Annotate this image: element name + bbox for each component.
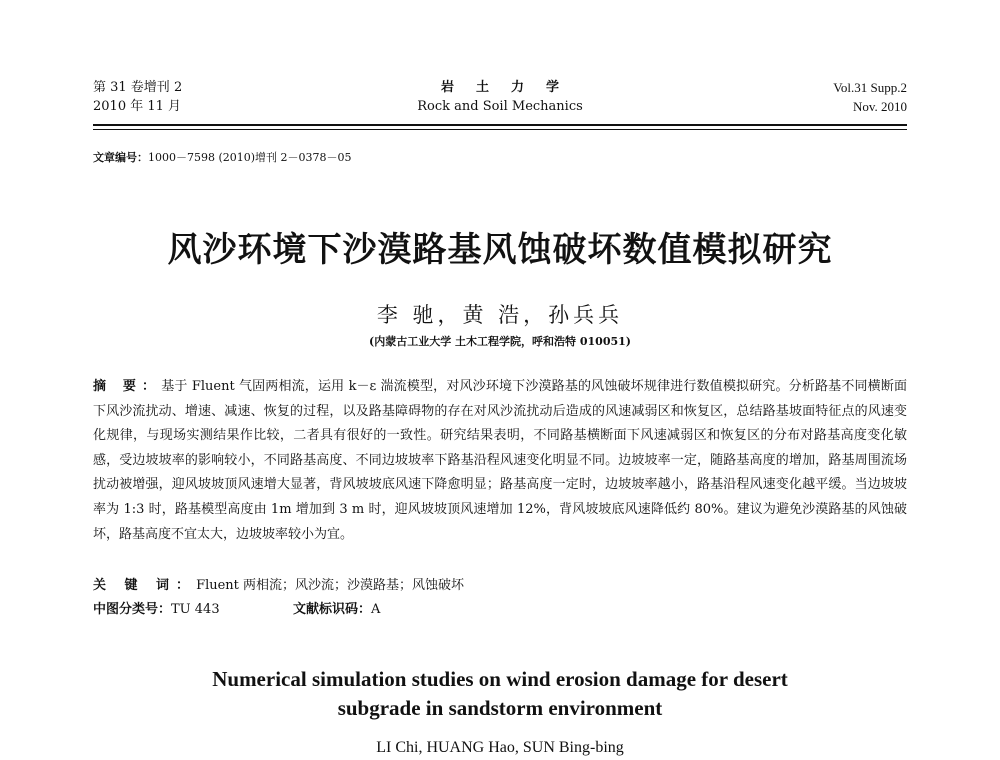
article-number-value: 1000－7598 (2010)增刊 2－0378－05 [148,151,352,164]
paper-title-en-line2: subgrade in sandstorm environment [337,696,663,720]
article-number-label: 文章编号： [93,151,148,164]
running-header [93,78,907,120]
doc-code-label: 文献标识码： [293,602,372,617]
header-rule-thin [93,129,907,130]
keywords-label: 关 键 词： [93,578,197,593]
header-date-en: Nov. 2010 [852,99,907,114]
header-journal [93,78,907,116]
clc-value: TU 443 [171,602,220,617]
paper-title-en [0,665,1000,723]
header-vol-supp: Vol.31 Supp.2 [833,80,907,95]
header-volume-issue: 第 31 卷增刊 2 [93,80,183,95]
paper-title-en-line1: Numerical simulation studies on wind erosion damage for desert [212,667,788,691]
paper-title-cn: 风沙环境下沙漠路基风蚀破坏数值模拟研究 [167,230,833,270]
authors-en: LI Chi, HUANG Hao, SUN Bing-bing [376,739,624,756]
header-rule-thick [93,124,907,126]
header-date-cn: 2010 年 11 月 [93,99,182,114]
keywords-text: Fluent 两相流；风沙流；沙漠路基；风蚀破坏 [196,578,465,593]
article-number [93,149,352,165]
authors-cn: 李 驰，黄 浩，孙兵兵 [376,303,624,327]
clc-label: 中图分类号： [93,602,172,617]
abstract [93,375,907,547]
affiliation-cn: (内蒙古工业大学 土木工程学院，呼和浩特 010051) [369,335,631,348]
abstract-text: 基于 Fluent 气固两相流，运用 k－ε 湍流模型，对风沙环境下沙漠路基的风蚀破坏规律进行数值模拟研究。分析路基不同横断面下风沙流扰动、增速、减速、恢复的过程，以及路基障碍物的存在对风沙流扰动后造成的风速减弱区和恢复区，总结路基坡面特征点的风速变化规律，与现场实测结果作比较，二者具有很好的一致性。研究结果表明，不同路基横断面下风速减弱区和恢复区的分布对路基高度变化敏感，受边坡坡率的影响较小，不同路基高度、不同边坡坡率下路基沿程风速变化明显不同。边坡坡率一定，随路基高度的增加，路基周围流场扰动被增强，迎风坡坡顶风速增大显著，背风坡坡底风速下降愈明显；路基高度一定时，边坡坡率越小，路基沿程风速变化越平缓。当边坡坡率为 1:3 时，路基模型高度由 1m 增加到 3 m 时，迎风坡坡顶风速增加 12%，背风坡坡底风速降低约 80%。建议为避免沙漠路基的风蚀破坏，路基高度不宜太大，边坡坡率较小为宜。 [93,379,908,542]
keywords [93,575,907,597]
header-vol-en [833,78,907,116]
classification [93,599,907,621]
abstract-label: 摘 要： [93,379,162,394]
doc-code-value: A [371,602,381,617]
journal-name-cn: 岩土力学 [440,80,581,95]
document-code [293,599,380,621]
journal-name-en: Rock and Soil Mechanics [417,99,583,114]
